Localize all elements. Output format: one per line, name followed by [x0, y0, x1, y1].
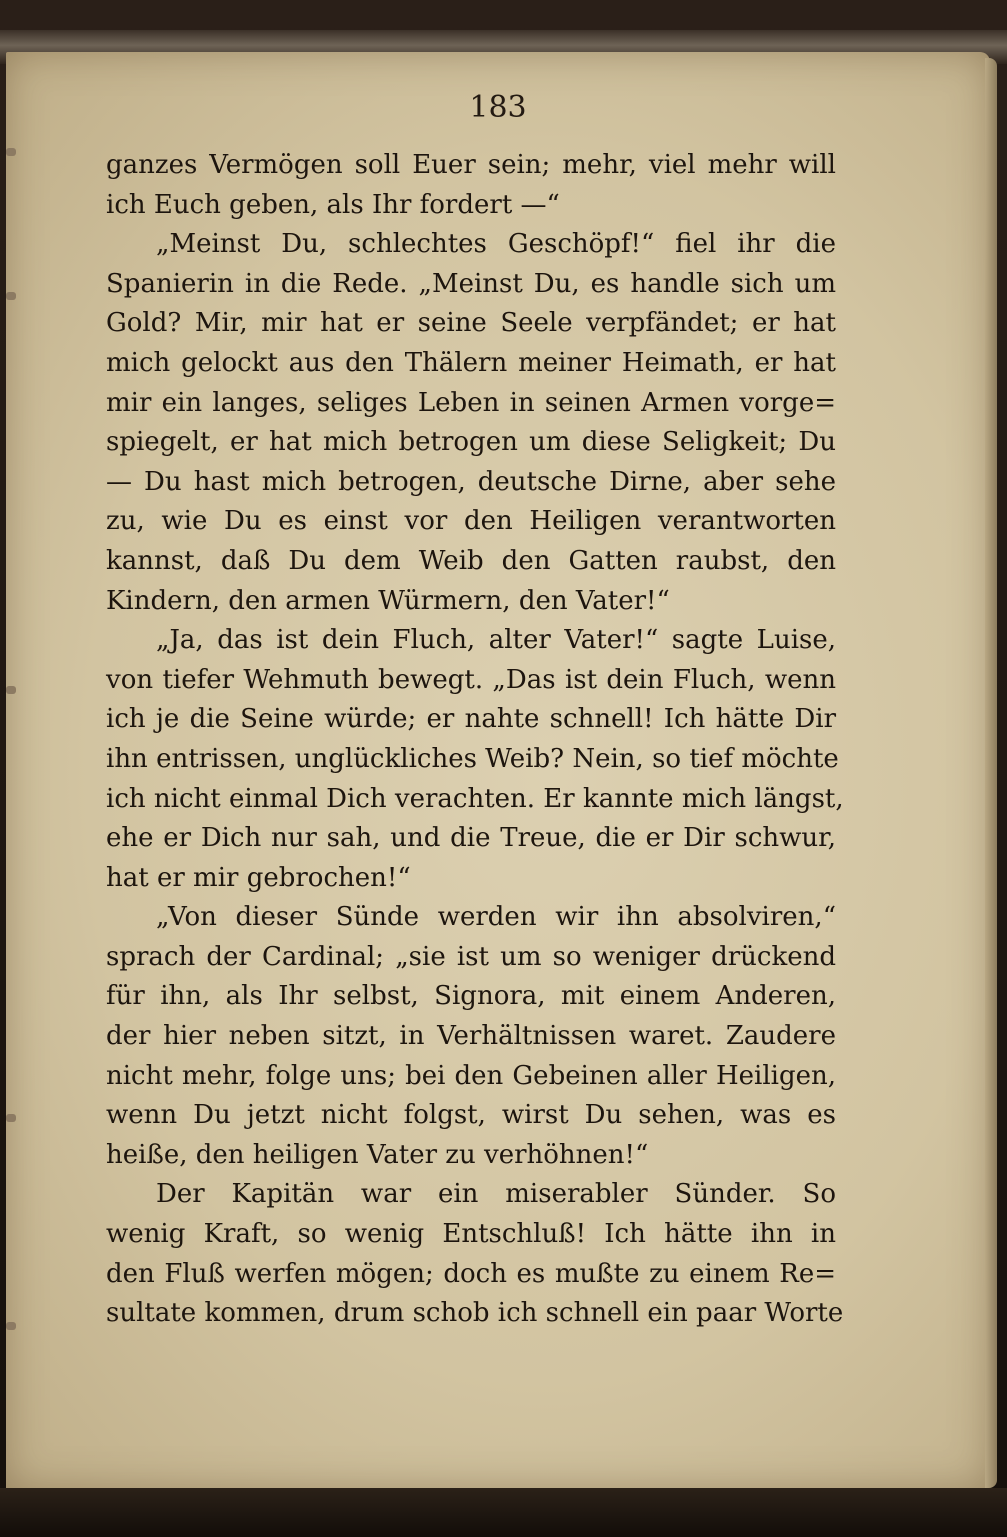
text-line: Der Kapitän war ein miserabler Sünder. So — [156, 1179, 836, 1210]
text-line: ich je die Seine würde; er nahte schnell! Ich hätte Dir — [106, 704, 836, 735]
text-line: Spanierin in die Rede. „Meinst Du, es handle sich um — [106, 268, 836, 299]
text-line: von tiefer Wehmuth bewegt. „Das ist dein Fluch, wenn — [106, 664, 836, 695]
text-line: ich nicht einmal Dich verachten. Er kannte mich längst, — [106, 783, 844, 814]
text-line: den Fluß werfen mögen; doch es mußte zu einem Re= — [106, 1258, 836, 1289]
text-line: Kindern, den armen Würmern, den Vater!“ — [106, 585, 670, 616]
text-line: der hier neben sitzt, in Verhältnissen waret. Zaudere — [106, 1021, 836, 1052]
text-line: mir ein langes, seliges Leben in seinen Armen vorge= — [106, 387, 836, 418]
text-line: — Du hast mich betrogen, deutsche Dirne, aber sehe — [106, 466, 836, 497]
text-line: ganzes Vermögen soll Euer sein; mehr, viel mehr will — [106, 150, 836, 180]
text-line: nicht mehr, folge uns; bei den Gebeinen aller Heiligen, — [106, 1060, 836, 1091]
binding-mark — [6, 686, 16, 694]
binding-mark — [6, 292, 16, 300]
text-line: Gold? Mir, mir hat er seine Seele verpfändet; er hat — [106, 308, 836, 339]
text-line: sultate kommen, drum schob ich schnell ein paar Worte — [106, 1298, 844, 1329]
book-bottom-shadow — [0, 1488, 1007, 1537]
text-line: „Meinst Du, schlechtes Geschöpf!“ fiel ihr die — [156, 229, 836, 260]
text-line: ehe er Dich nur sah, und die Treue, die er Dir schwur, — [106, 823, 836, 854]
text-line: ihn entrissen, unglückliches Weib? Nein, so tief möchte — [106, 743, 839, 774]
text-line: für ihn, als Ihr selbst, Signora, mit einem Anderen, — [106, 981, 836, 1012]
text-line: wenig Kraft, so wenig Entschluß! Ich hätte ihn in — [106, 1219, 836, 1250]
text-line: zu, wie Du es einst vor den Heiligen verantworten — [106, 506, 836, 537]
binding-mark — [6, 148, 16, 156]
text-line: hat er mir gebrochen!“ — [106, 862, 411, 893]
text-line: spiegelt, er hat mich betrogen um diese Seligkeit; Du — [106, 427, 836, 458]
text-line: „Von dieser Sünde werden wir ihn absolviren,“ — [156, 902, 836, 933]
text-line: sprach der Cardinal; „sie ist um so weniger drückend — [106, 941, 836, 972]
text-line: ich Euch geben, als Ihr fordert —“ — [106, 189, 560, 220]
text-line: „Ja, das ist dein Fluch, alter Vater!“ sagte Luise, — [156, 625, 836, 656]
page-edge — [985, 58, 997, 1488]
text-line: kannst, daß Du dem Weib den Gatten raubst, den — [106, 545, 836, 576]
page-number: 183 — [469, 90, 527, 125]
text-line: mich gelockt aus den Thälern meiner Heimath, er hat — [106, 347, 836, 378]
text-line: wenn Du jetzt nicht folgst, wirst Du sehen, was es — [106, 1100, 836, 1131]
binding-mark — [6, 1322, 16, 1330]
book-page — [6, 52, 990, 1490]
binding-mark — [6, 1114, 16, 1122]
page-text — [106, 146, 844, 1334]
text-line: heiße, den heiligen Vater zu verhöhnen!“ — [106, 1139, 649, 1170]
